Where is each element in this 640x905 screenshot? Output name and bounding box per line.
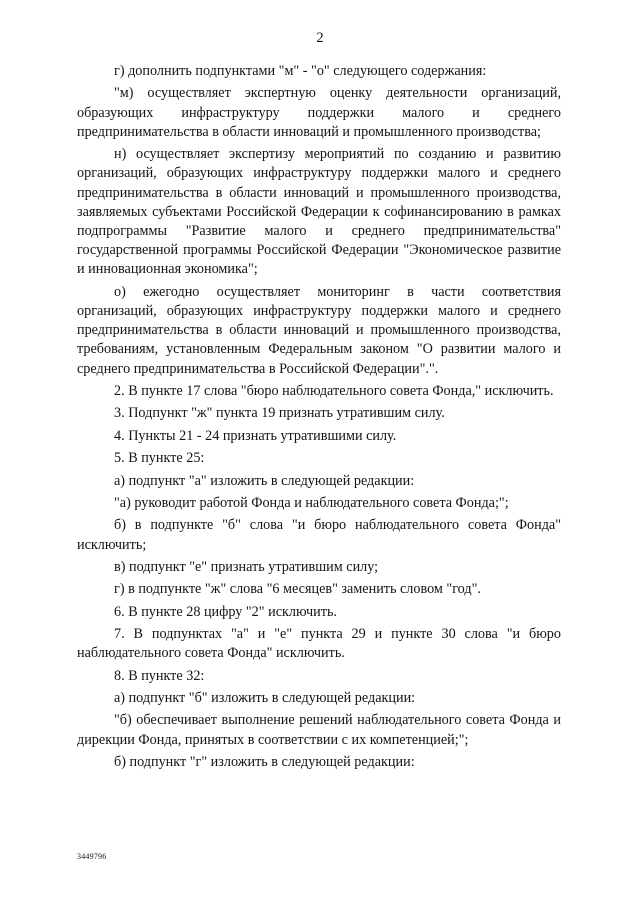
paragraph: "б) обеспечивает выполнение решений наблюдательного совета Фонда и дирекции Фонда, принятых в соответствии с их компетенцией;";: [77, 712, 561, 748]
document-body: [77, 62, 561, 775]
paragraph: 8. В пункте 32:: [114, 667, 205, 684]
paragraph: 2. В пункте 17 слова "бюро наблюдательного совета Фонда," исключить.: [114, 383, 554, 399]
paragraph: н) осуществляет экспертизу мероприятий по созданию и развитию организаций, образующих инфраструктуру поддержки малого и среднего предпринимательства в области инноваций и промышленного производства, заявляемых субъектами Российской Федерации к софинансированию в рамках подпрограммы "Развитие малого и среднего предпринимательства" государственной программы Российской Федерации "Экономическое развитие и инновационная экономика";: [77, 146, 561, 278]
paragraph: "а) руководит работой Фонда и наблюдательного совета Фонда;";: [114, 494, 509, 511]
paragraph: б) в подпункте "б" слова "и бюро наблюдательного совета Фонда" исключить;: [77, 517, 561, 553]
paragraph: 4. Пункты 21 - 24 признать утратившими силу.: [114, 427, 397, 444]
page-number: 2: [316, 30, 324, 46]
paragraph: г) в подпункте "ж" слова "6 месяцев" заменить словом "год".: [114, 581, 481, 598]
paragraph: а) подпункт "а" изложить в следующей редакции:: [114, 472, 415, 489]
paragraph: 6. В пункте 28 цифру "2" исключить.: [114, 603, 337, 620]
paragraph: 7. В подпунктах "а" и "е" пункта 29 и пункте 30 слова "и бюро наблюдательного совета Фонда" исключить.: [77, 626, 561, 662]
paragraph: б) подпункт "г" изложить в следующей редакции:: [114, 754, 415, 771]
paragraph: 3. Подпункт "ж" пункта 19 признать утратившим силу.: [114, 405, 445, 422]
paragraph: а) подпункт "б" изложить в следующей редакции:: [114, 690, 416, 707]
paragraph: "м) осуществляет экспертную оценку деятельности организаций, образующих инфраструктуру поддержки малого и среднего предпринимательства в области инноваций и промышленного производства;: [77, 85, 561, 140]
paragraph: в) подпункт "е" признать утратившим силу;: [114, 558, 379, 575]
paragraph: г) дополнить подпунктами "м" - "о" следующего содержания:: [114, 63, 487, 79]
document-id: 3449796: [77, 852, 107, 861]
paragraph: о) ежегодно осуществляет мониторинг в части соответствия организаций, образующих инфраструктуру поддержки малого и среднего предпринимательства в области инноваций и промышленного производства, требованиям, установленным Федеральным законом "О развитии малого и среднего предпринимательства в Российской Федерации".".: [77, 283, 561, 377]
paragraph: 5. В пункте 25:: [114, 450, 205, 467]
